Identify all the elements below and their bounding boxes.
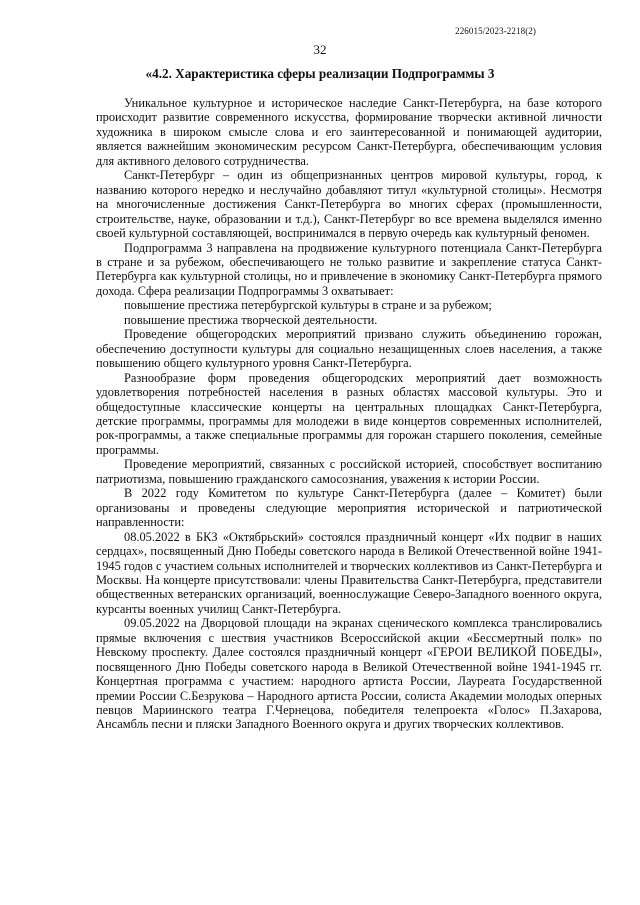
page-number: 32 (313, 42, 327, 57)
paragraph-event-0905: 09.05.2022 на Дворцовой площади на экранах сценического комплекса транслировались прямые включения с шествия участников Всероссийской акции «Бессмертный полк» по Невскому проспекту. Далее состоялся праздничный концерт «ГЕРОИ ВЕЛИКОЙ ПОБЕДЫ», посвященного Дню Победы советского народа в Великой Отечественной войне 1941-1945 гг. Концертная программа с участием: народного артиста России, Лауреата Государственной премии России С.Безрукова – Народного артиста России, солиста Академии молодых оперных певцов Мариинского театра Г.Чернецова, победителя телепроекта «Голос» П.Захарова, Ансамбль песни и пляски Западного Военного округа и других творческих коллективов. (96, 616, 602, 732)
document-body (96, 96, 602, 732)
paragraph-event-forms: Разнообразие форм проведения общегородских мероприятий дает возможность удовлетворения потребностей населения в разных областях массовой культуры. Это и общедоступные классические концерты на центральных площадках Санкт-Петербурга, детские программы, программы для молодежи в виде концертов современных исполнителей, рок-программы, а также специальные программы для горожан старшего поколения, семейные программы. (96, 370, 602, 457)
paragraph-2022-events: В 2022 году Комитетом по культуре Санкт-Петербурга (далее – Комитет) были организованы и проведены следующие мероприятия исторической и патриотической направленности: (96, 486, 602, 530)
paragraph-heritage: Уникальное культурное и историческое наследие Санкт-Петербурга, на базе которого происходит развитие современного искусства, формирование творчески активной личности художника в широком смысле слова и его заинтересованной и понимающей аудитории, является важнейшим экономическим ресурсом Санкт-Петербурга, обеспечивающим условия для активного делового сотрудничества. (96, 96, 602, 168)
paragraph-event-0805: 08.05.2022 в БКЗ «Октябрьский» состоялся праздничный концерт «Их подвиг в наших сердцах», посвященный Дню Победы советского народа в Великой Отечественной войне 1941-1945 годов с участием сольных исполнителей и творческих коллективов из Санкт-Петербурга и Москвы. На концерте присутствовали: члены Правительства Санкт-Петербурга, представители общественных ветеранских организаций, военнослужащие Северо-Западного военного округа, курсанты военных училищ Санкт-Петербурга. (96, 529, 602, 616)
paragraph-history-events: Проведение мероприятий, связанных с российской историей, способствует воспитанию патриотизма, повышению гражданского самосознания, уважения к истории России. (96, 457, 602, 486)
section-heading: «4.2. Характеристика сферы реализации Подпрограммы 3 (145, 66, 495, 81)
paragraph-citywide-events: Проведение общегородских мероприятий призвано служить объединению горожан, обеспечению доступности культуры для социально незащищенных слоев населения, а также повышению общего культурного уровня Санкт-Петербурга. (96, 327, 602, 371)
paragraph-cultural-capital: Санкт-Петербург – один из общепризнанных центров мировой культуры, город, к названию которого нередко и неслучайно добавляют титул «культурной столицы». Несмотря на многочисленные достижения Санкт-Петербурга во многих сферах (промышленности, строительстве, науке, образовании и т.д.), Санкт-Петербург во все времена выделялся именно своей культурной составляющей, воспринимался в первую очередь как культурный феномен. (96, 168, 602, 241)
paragraph-subprogram-scope: Подпрограмма 3 направлена на продвижение культурного потенциала Санкт-Петербурга в стране и за рубежом, обеспечивающего не только развитие и закрепление статуса Санкт-Петербурга как культурной столицы, но и привлечение в экономику Санкт-Петербурга прямого дохода. Сфера реализации Подпрограммы 3 охватывает: (96, 240, 602, 298)
list-item-prestige-creative: повышение престижа творческой деятельности. (124, 312, 378, 327)
list-item-prestige-culture: повышение престижа петербургской культуры в стране и за рубежом; (124, 298, 492, 313)
document-number: 226015/2023-2218(2) (455, 26, 536, 36)
